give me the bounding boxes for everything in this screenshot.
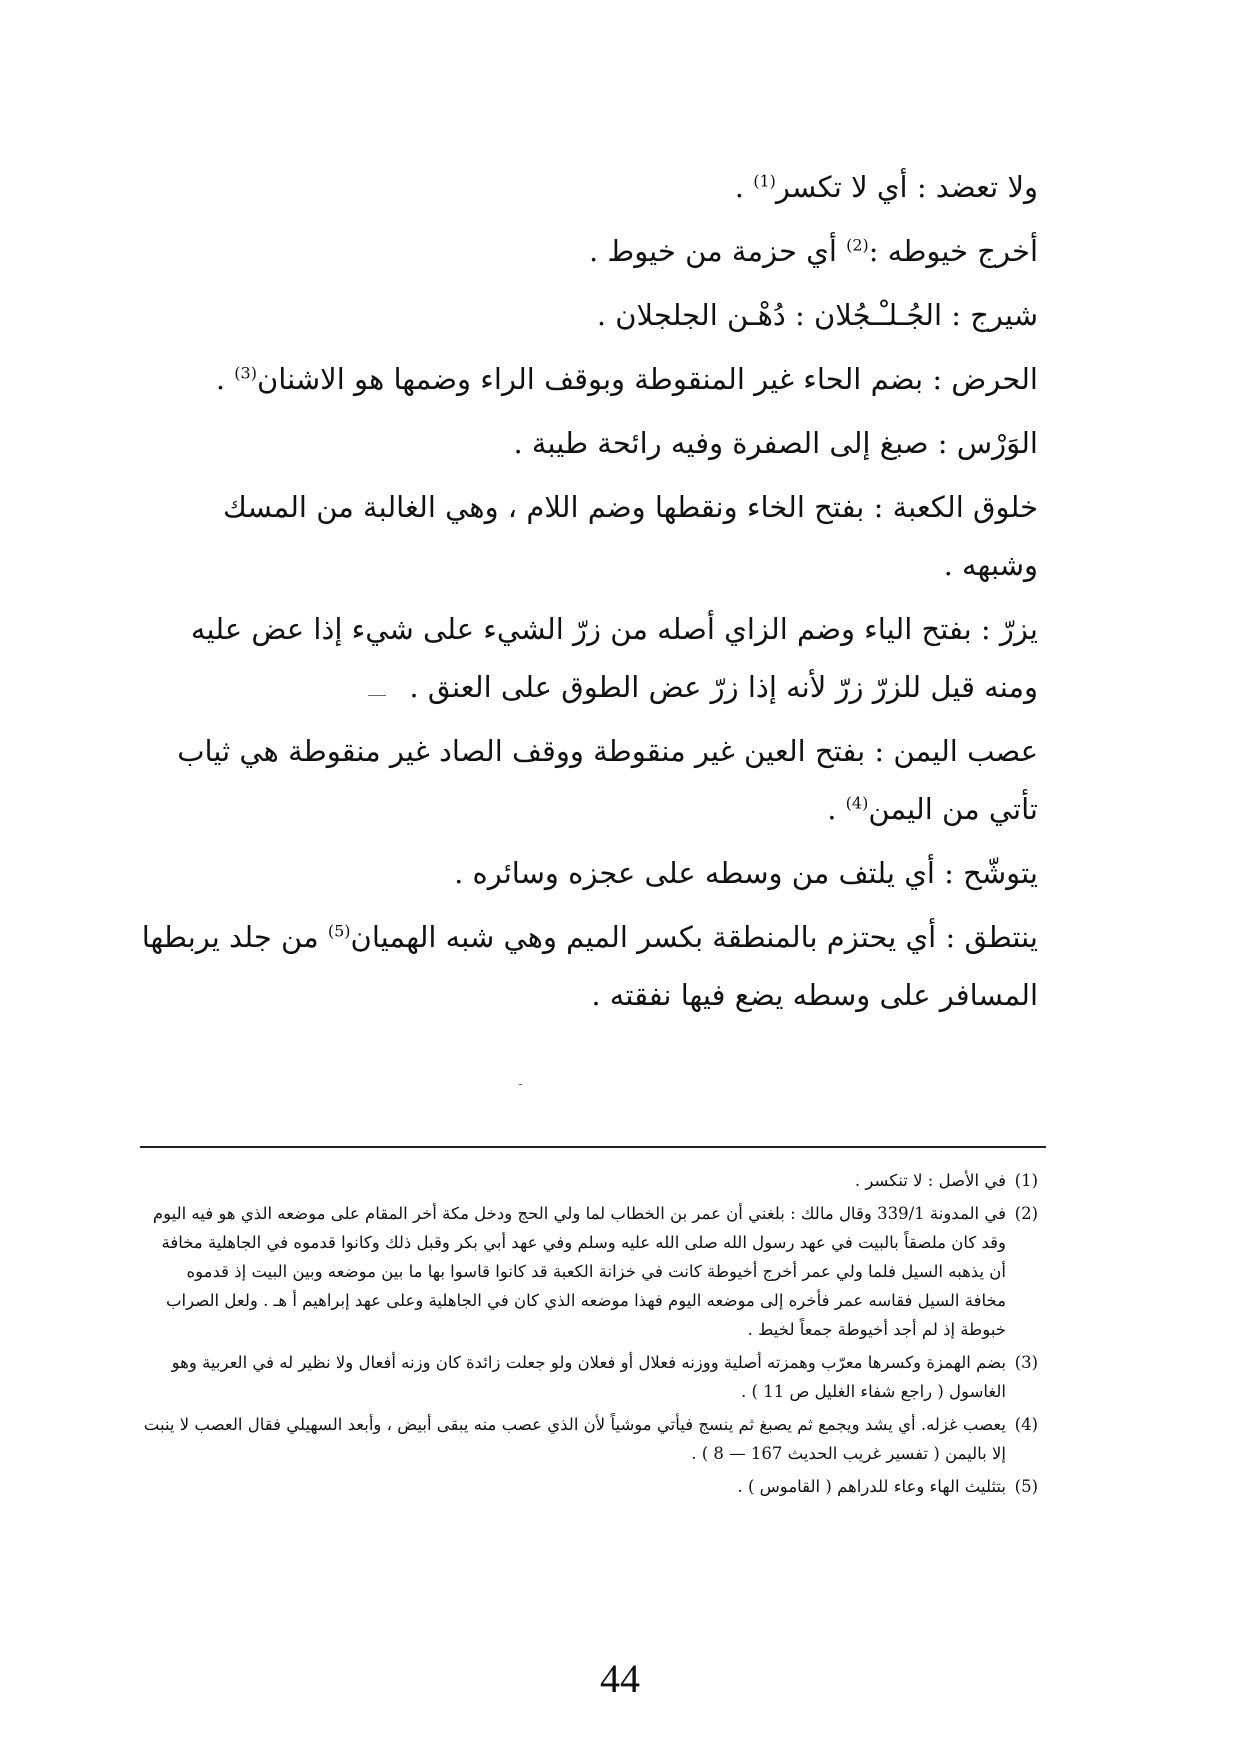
- footnote-text: في الأصل : لا تنكسر .: [854, 1171, 1006, 1190]
- footnote-number: (3): [1014, 1353, 1038, 1372]
- footnote-number: (5): [1014, 1477, 1038, 1496]
- footnote-text: بضم الهمزة وكسرها معرّب وهمزته أصلية ووزنه فعلال أو فعلان ولو جعلت زائدة كان وزنه أفعال ولا نظير له في العربية وهو الغاسول ( راجع شفاء الغليل ص 11 ) .: [171, 1353, 1006, 1401]
- footnote-divider: [140, 1146, 1046, 1148]
- footnote: [140, 1348, 1038, 1406]
- footnotes: [140, 1166, 1038, 1505]
- footnote-marker[interactable]: (3): [234, 363, 257, 383]
- footnote: [140, 1410, 1038, 1468]
- footnote-text: في المدونة 339/1 وقال مالك : بلغني أن عمر بن الخطاب لما ولي الحج ودخل مكة أخر المقام على موضعه الذي هو فيه اليوم وقد كان ملصقاً بالبيت في عهد رسول الله صلى الله عليه وسلم وفي عهد أبي بكر وقبل ذلك وكانوا قدموه في الجاهلية مخافة أن يذهبه السيل فلما ولي عمر أخرج أخيوطة كانت في خزانة الكعبة قد كانوا قاسوا بها ما بين موضعه وبين البيت إذ قدموه مخافة السيل فقاسه عمر فأخره إلى موضعه اليوم فهذا موضعه الذي كان في الجاهلية وعلى عهد إبراهيم أ هـ . ولعل الصراب خبوطة إذ لم أجد أخيوطة جمعاً لخيط .: [152, 1204, 1006, 1339]
- footnote-number: (1): [1014, 1171, 1038, 1190]
- glossary-entries: [140, 158, 1038, 1030]
- footnote-marker[interactable]: (5): [327, 921, 351, 941]
- glossary-entry: ينتطق : أي يحتزم بالمنطقة بكسر الميم وهي شبه الهميان$^{(5)}$ من جلد يربطها المسافر على وسطه يضع فيها نفقته .: [141, 920, 1038, 1012]
- glossary-entry: يتوشّح : أي يلتف من وسطه على عجزه وسائره .: [454, 856, 1038, 890]
- glossary-entry: خلوق الكعبة : بفتح الخاء ونقطها وضم اللام ، وهي الغالبة من المسك وشبهه .: [223, 490, 1038, 582]
- footnote-marker[interactable]: (4): [845, 793, 869, 813]
- glossary-entry: أخرج خيوطه :$^{(2)}$ أي حزمة من خيوط .: [588, 234, 1038, 268]
- glossary-entry: الحرض : بضم الحاء غير المنقوطة وبوقف الراء وضمها هو الاشنان$^{(3)}$ .: [215, 362, 1038, 396]
- scan-speck: [368, 695, 386, 696]
- footnote-number: (2): [1014, 1204, 1038, 1223]
- footnote-marker[interactable]: (2): [846, 235, 869, 255]
- footnote-marker[interactable]: (1): [753, 171, 776, 191]
- footnote-number: (4): [1014, 1415, 1038, 1434]
- footnote: [140, 1199, 1038, 1344]
- glossary-entry: ولا تعضد : أي لا تكسر$^{(1)}$ .: [734, 170, 1038, 204]
- page-number: 44: [600, 1656, 640, 1701]
- footnote: [140, 1166, 1038, 1195]
- footnote-text: بتثليث الهاء وعاء للدراهم ( القاموس ) .: [737, 1477, 1006, 1496]
- footnote: [140, 1472, 1038, 1501]
- glossary-entry: شيرج : الجُـلـْـجُلان : دُهْـن الجلجلان .: [596, 298, 1038, 332]
- glossary-entry: الوَرْس : صبغ إلى الصفرة وفيه رائحة طيبة .: [513, 426, 1038, 460]
- footnote-text: يعصب غزله. أي يشد ويجمع ثم يصبغ ثم ينسج فيأتي موشياً لأن الذي عصب منه يبقى أبيض ، وأبعد السهيلي فقال العصب لا ينبت إلا باليمن ( تفسير غريب الحديث 167 — 8 ) .: [143, 1415, 1006, 1463]
- scan-speck: [519, 1084, 522, 1085]
- glossary-entry: يزرّ : بفتح الياء وضم الزاي أصله من زرّ الشيء على شيء إذا عض عليه ومنه قيل للزرّ زرّ لأنه إذا زرّ عض الطوق على العنق .: [190, 612, 1038, 704]
- glossary-entry: عصب اليمن : بفتح العين غير منقوطة ووقف الصاد غير منقوطة هي ثياب تأتي من اليمن$^{(4)}$ .: [177, 734, 1038, 826]
